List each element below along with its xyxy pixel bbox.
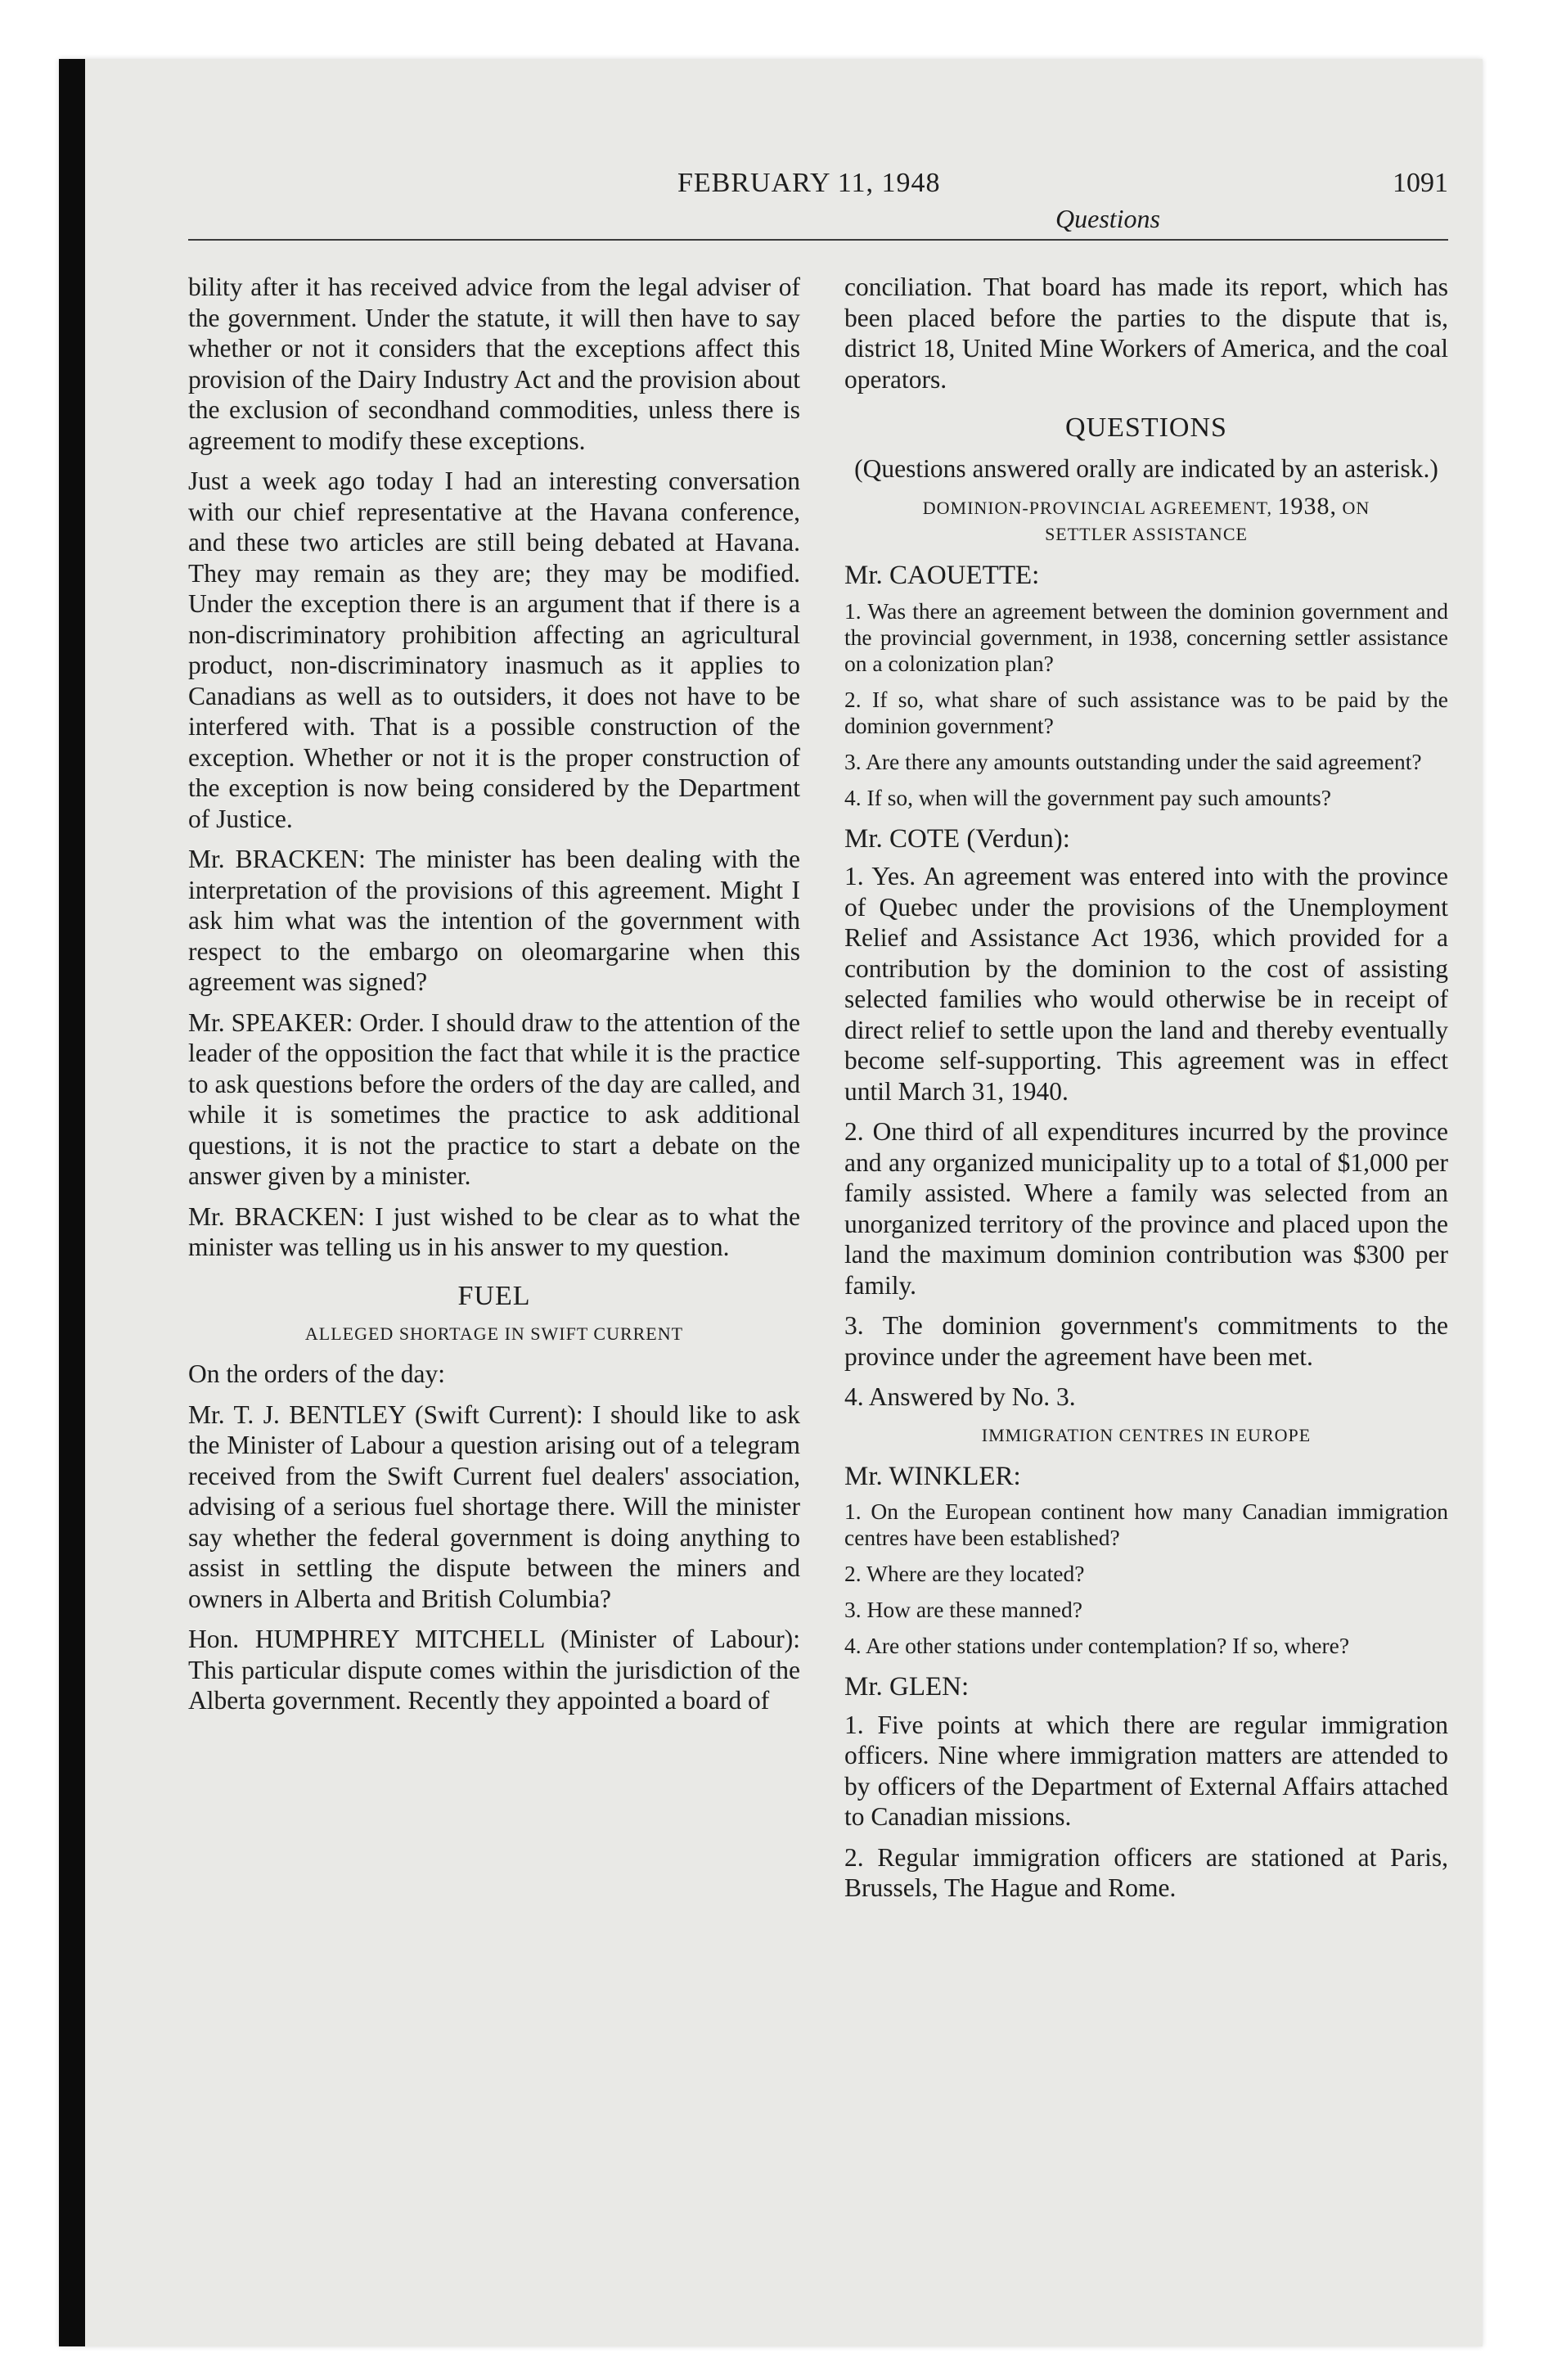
question-list	[844, 1499, 1448, 1659]
binding-edge	[59, 59, 85, 2346]
speaker-name: Mr. CAOUETTE:	[844, 561, 1040, 590]
question-item: 1. On the European continent how many Canadian immigration centres have been established?	[844, 1499, 1448, 1550]
speaker-name: Mr. COTE (Verdun):	[844, 823, 1070, 854]
question-item: 2. If so, what share of such assistance was to be paid by the dominion government?	[844, 686, 1448, 738]
page-number: 1091	[1393, 168, 1448, 198]
paragraph: On the orders of the day:	[188, 1359, 446, 1388]
question-item: 4. If so, when will the government pay such amounts?	[844, 784, 1331, 810]
subsection-title	[844, 494, 1448, 548]
right-column	[844, 272, 1448, 1913]
header-section: Questions	[1055, 204, 1160, 233]
question-item: 3. Are there any amounts outstanding under the said agreement?	[844, 748, 1422, 774]
paragraph: bility after it has received advice from the legal adviser of the government. Under the statute, it will then have to say whether or not it considers that the exceptions affect this provision of the Dairy Industry Act and the provision about the exclusion of secondhand commodities, unless there is agreement to modify these exceptions.	[188, 273, 801, 455]
question-item: 3. How are these manned?	[844, 1597, 1082, 1622]
question-item: 4. Are other stations under contemplation? If so, where?	[844, 1633, 1350, 1658]
subsection-year: 1938,	[1277, 493, 1337, 520]
header-date: FEBRUARY 11, 1948	[677, 168, 941, 198]
page-header	[188, 168, 1448, 241]
questions-note: (Questions answered orally are indicated by an asterisk.)	[854, 453, 1438, 483]
question-list	[844, 598, 1448, 811]
subsection-title: ALLEGED SHORTAGE IN SWIFT CURRENT	[304, 1323, 684, 1344]
subsection-title-part: DOMINION-PROVINCIAL AGREEMENT,	[922, 498, 1272, 518]
speaker-name: Mr. WINKLER:	[844, 1461, 1021, 1491]
answer-paragraph: 2. Regular immigration officers are stationed at Paris, Brussels, The Hague and Rome.	[844, 1842, 1448, 1902]
answer-paragraph: 3. The dominion government's commitments to the province under the agreement have been met.	[844, 1311, 1448, 1371]
paragraph: Hon. HUMPHREY MITCHELL (Minister of Labour): This particular dispute comes within the jurisdiction of the Alberta government. Recently they appointed a board of	[188, 1625, 800, 1715]
paragraph: Mr. BRACKEN: I just wished to be clear as to what the minister was telling us in his answer to my question.	[188, 1201, 800, 1261]
subsection-title-part: SETTLER ASSISTANCE	[1045, 524, 1248, 544]
section-title-fuel: FUEL	[457, 1280, 531, 1311]
answer-paragraph: 1. Yes. An agreement was entered into with the province of Quebec under the provisions of the Unemployment Relief and Assistance Act 1936, which provided for a contribution by the dominion to the cost of assisting selected families who would otherwise be in receipt of direct relief to settle upon the land and thereby eventually become self-supporting. This agreement was in effect until March 31, 1940.	[844, 862, 1448, 1106]
left-column	[188, 272, 800, 1726]
section-title-questions: QUESTIONS	[1065, 412, 1227, 443]
paragraph: conciliation. That board has made its report, which has been placed before the parties to the dispute that is, district 18, United Mine Workers of America, and the coal operators.	[844, 273, 1448, 394]
question-item: 2. Where are they located?	[844, 1561, 1085, 1586]
paragraph: Mr. T. J. BENTLEY (Swift Current): I should like to ask the Minister of Labour a question arising out of a telegram received from the Swift Current fuel dealers' association, advising of a serious fuel shortage there. Will the minister say whether the federal government is doing anything to assist in settling the dispute between the miners and owners in Alberta and British Columbia?	[188, 1400, 800, 1613]
paragraph: Mr. SPEAKER: Order. I should draw to the attention of the leader of the opposition the fact that while it is the practice to ask questions before the orders of the day are called, and while it is sometimes the practice to ask additional questions, it is not the practice to start a debate on the answer given by a minister.	[188, 1007, 800, 1190]
answer-paragraph: 1. Five points at which there are regular immigration officers. Nine where immigration matters are attended to by officers of the Department of External Affairs attached to Canadian missions.	[844, 1710, 1448, 1831]
speaker-name: Mr. GLEN:	[844, 1672, 970, 1702]
paragraph: Mr. BRACKEN: The minister has been dealing with the interpretation of the provisions of this agreement. Might I ask him what was the intention of the government with respect to the embargo on oleomargarine when this agreement was signed?	[188, 845, 800, 996]
answer-paragraph: 2. One third of all expenditures incurred by the province and any organized municipality up to a total of $1,000 per family assisted. Where a family was selected from an unorganized territory of the province and placed upon the land the maximum dominion contribution was $300 per family.	[844, 1117, 1448, 1300]
paragraph: Just a week ago today I had an interesting conversation with our chief representative at the Havana conference, and these two articles are still being debated at Havana. They may remain as they are; they may be modified. Under the exception there is an argument that if there is a non-discriminatory prohibition affecting an agricultural product, non-discriminatory inasmuch as it applies to Canadians as well as to outsiders, it does not have to be interfered with. That is a possible construction of the exception. Whether or not it is the proper construction of the exception is now being considered by the Department of Justice.	[188, 467, 800, 833]
subsection-title-part: ON	[1342, 498, 1370, 518]
answer-paragraph: 4. Answered by No. 3.	[844, 1382, 1076, 1411]
subsection-title: IMMIGRATION CENTRES IN EUROPE	[981, 1424, 1312, 1445]
question-item: 1. Was there an agreement between the dominion government and the provincial government, in 1938, concerning settler assistance on a colonization plan?	[844, 597, 1448, 676]
header-rule	[188, 239, 1448, 241]
